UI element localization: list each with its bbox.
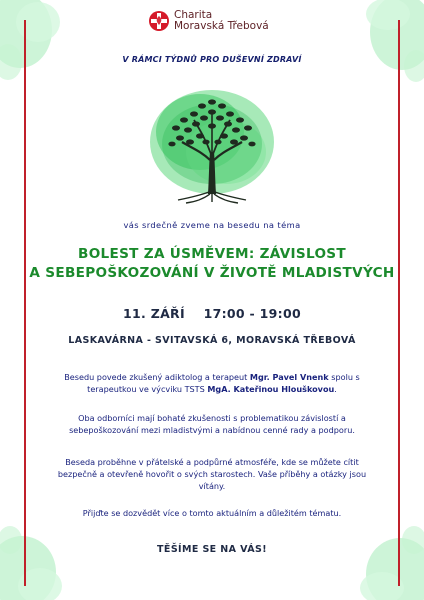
watercolor-splash-top-left [0, 0, 80, 90]
frame-right-line [398, 20, 400, 586]
invite-line: vás srdečně zveme na besedu na téma [123, 220, 301, 230]
p1-text-c: . [334, 384, 337, 394]
frame-left-line [24, 20, 26, 586]
event-time: 17:00 - 19:00 [203, 306, 301, 321]
logo-text [174, 10, 269, 32]
watercolor-splash-bottom-left [0, 510, 80, 600]
logo-line-2: Moravská Třebová [174, 20, 269, 32]
p1-text-a: Besedu povede zkušený adiktolog a terapeut [64, 372, 250, 382]
week-heading: V RÁMCI TÝDNŮ PRO DUŠEVNÍ ZDRAVÍ [122, 55, 302, 64]
event-datetime [24, 306, 400, 321]
watercolor-splash-bottom-right [344, 510, 424, 600]
charita-cross-icon [148, 10, 170, 32]
p1-text-b: spolu s terapeutkou ve výcviku TSTS [87, 372, 360, 394]
event-title-line-1: BOLEST ZA ÚSMĚVEM: ZÁVISLOST [78, 246, 346, 262]
closing-line: TĚŠÍME SE NA VÁS! [157, 544, 267, 555]
charita-logo [148, 10, 269, 32]
tree-icon [140, 82, 284, 206]
event-title [24, 245, 400, 283]
paragraph-invitation: Přijďte se dozvědět více o tomto aktuálním a důležitém tématu. [82, 508, 342, 518]
paragraph-hosts [56, 371, 368, 395]
event-date: 11. ZÁŘÍ [123, 306, 185, 321]
watercolor-splash-top-right [344, 0, 424, 90]
event-title-line-2: A SEBEPOŠKOZOVÁNÍ V ŽIVOTĚ MLADISTVÝCH [29, 265, 395, 281]
logo-line-1: Charita [174, 9, 213, 21]
paragraph-experience: Oba odborníci mají bohaté zkušenosti s problematikou závislostí a sebepoškozování mezi mladistvými a nabídnou cenné rady a podporu. [69, 413, 355, 435]
host-name-2: MgA. Kateřinou Hlouškovou [207, 384, 335, 394]
paragraph-atmosphere: Beseda proběhne v přátelské a podpůrné atmosféře, kde se můžete cítit bezpečně a otevřeně hovořit o svých starostech. Vaše příběhy a otázky jsou vítány. [57, 457, 367, 491]
host-name-1: Mgr. Pavel Vnenk [249, 372, 329, 382]
event-place: LASKAVÁRNA - SVITAVSKÁ 6, MORAVSKÁ TŘEBOVÁ [68, 335, 356, 346]
